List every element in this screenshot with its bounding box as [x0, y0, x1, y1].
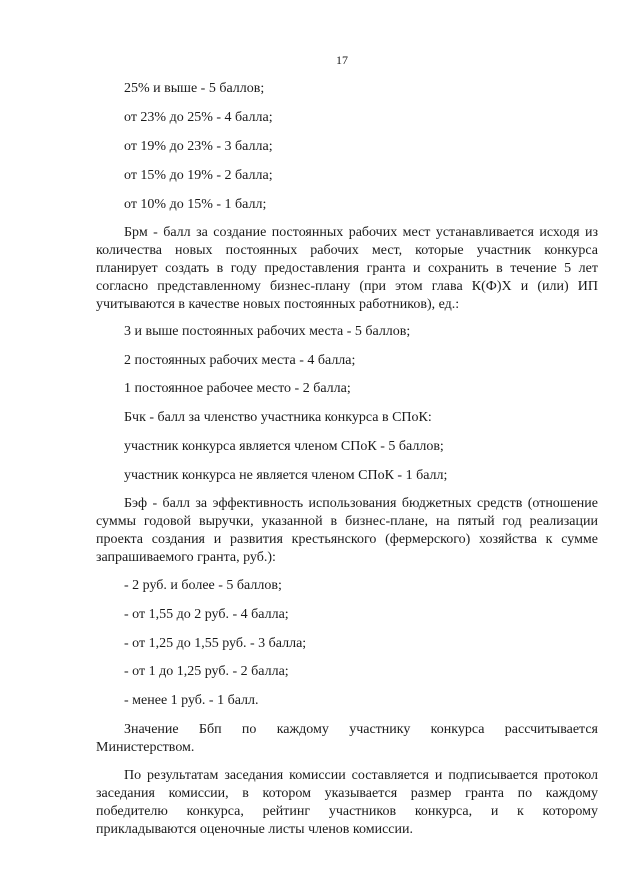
criteria-line: - от 1 до 1,25 руб. - 2 балла;	[124, 664, 289, 679]
paragraph-line: проекта создания и развития крестьянского (фермерского) хозяйства к сумме	[96, 532, 598, 547]
criteria-line: 1 постоянное рабочее место - 2 балла;	[124, 381, 351, 396]
paragraph-line: суммы годовой выручки, указанной в бизнес-плане, на пятый год реализации	[96, 514, 598, 529]
paragraph-line: прикладываются оценочные листы членов комиссии.	[96, 822, 414, 837]
paragraph-line: Бэф - балл за эффективность использования бюджетных средств (отношение	[124, 496, 598, 511]
paragraph-line: учитываются в качестве новых постоянных работников), ед.:	[96, 297, 460, 312]
criteria-line: участник конкурса не является членом СПоК - 1 балл;	[124, 468, 448, 483]
criteria-line: от 23% до 25% - 4 балла;	[124, 110, 273, 125]
criteria-line: - 2 руб. и более - 5 баллов;	[124, 578, 282, 593]
criteria-line: от 10% до 15% - 1 балл;	[124, 197, 267, 212]
paragraph-line: запрашиваемого гранта, руб.):	[96, 550, 276, 565]
criteria-line: - менее 1 руб. - 1 балл.	[124, 693, 259, 708]
criteria-line: от 19% до 23% - 3 балла;	[124, 139, 273, 154]
criteria-line: - от 1,25 до 1,55 руб. - 3 балла;	[124, 636, 307, 651]
page-number: 17	[336, 53, 348, 67]
section-heading: Бчк - балл за членство участника конкурса в СПоК:	[124, 410, 432, 425]
criteria-line: - от 1,55 до 2 руб. - 4 балла;	[124, 607, 289, 622]
paragraph-line: Значение Ббп по каждому участнику конкурса рассчитывается	[124, 722, 598, 737]
criteria-line: 2 постоянных рабочих места - 4 балла;	[124, 353, 356, 368]
criteria-line: 25% и выше - 5 баллов;	[124, 81, 265, 96]
paragraph-line: количества новых постоянных рабочих мест, которые участник конкурса	[96, 243, 598, 258]
paragraph-line: согласно представленному бизнес-плану (при этом глава К(Ф)Х и (или) ИП	[96, 279, 598, 294]
paragraph-line: победителю конкурса, рейтинг участников конкурса, и к которому	[96, 804, 598, 819]
paragraph-line: По результатам заседания комиссии составляется и подписывается протокол	[124, 768, 598, 783]
paragraph-line: Брм - балл за создание постоянных рабочих мест устанавливается исходя из	[124, 225, 598, 240]
paragraph-line: Министерством.	[96, 740, 195, 755]
criteria-line: от 15% до 19% - 2 балла;	[124, 168, 273, 183]
paragraph-line: заседания комиссии, в котором указывается размер гранта по каждому	[96, 786, 598, 801]
paragraph-line: планирует создать в году предоставления гранта и сохранить в течение 5 лет	[96, 261, 598, 276]
criteria-line: участник конкурса является членом СПоК - 5 баллов;	[124, 439, 444, 454]
criteria-line: 3 и выше постоянных рабочих места - 5 баллов;	[124, 324, 411, 339]
